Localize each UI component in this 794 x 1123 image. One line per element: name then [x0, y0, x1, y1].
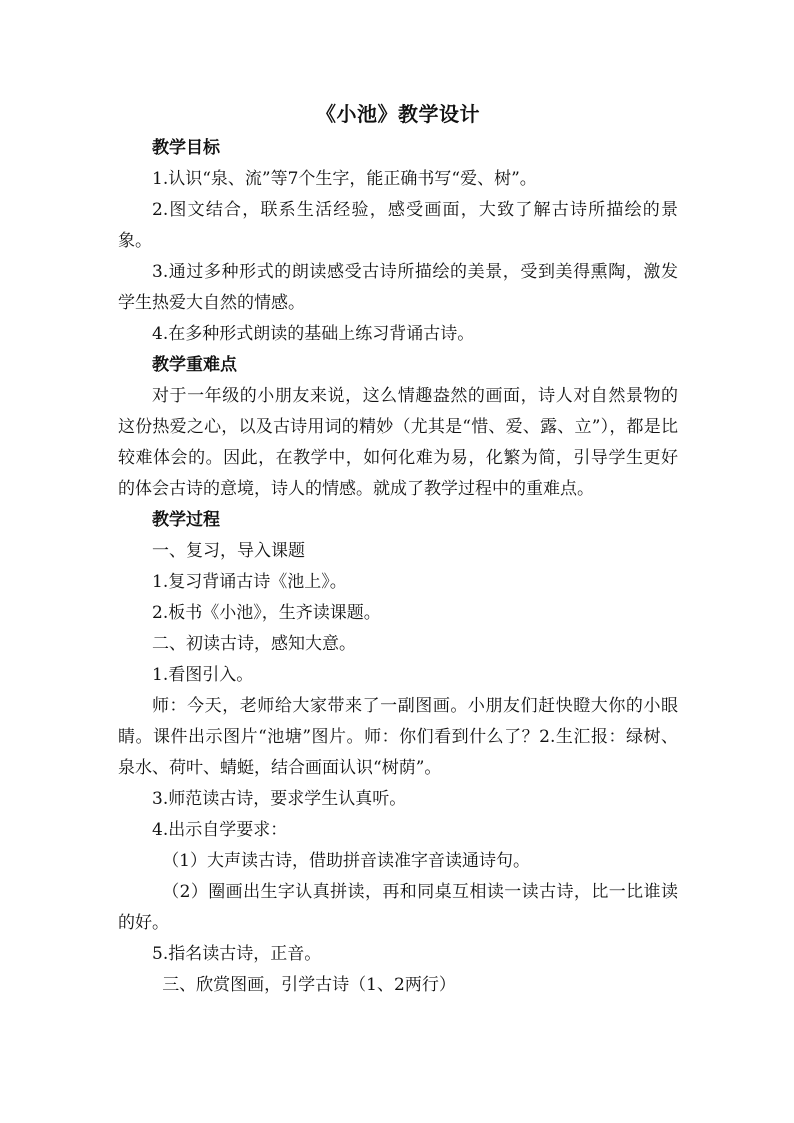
- teaching-process-heading: 教学过程: [152, 510, 220, 530]
- process-item: 三、欣赏图画，引学古诗（1、2两行）: [162, 975, 456, 995]
- goal-item: 2.图文结合，联系生活经验，感受画面，大致了解古诗所描绘的景象。: [118, 200, 678, 251]
- process-item: 一、复习，导入课题: [152, 541, 305, 561]
- process-item: 师：今天，老师给大家带来了一副图画。小朋友们赶快瞪大你的小眼睛。课件出示图片“池塘”图片。师：你们看到什么了？2.生汇报：绿树、泉水、荷叶、蜻蜓，结合画面认识“树荫”。: [118, 696, 678, 778]
- teaching-difficulties-text: 对于一年级的小朋友来说，这么情趣盎然的画面，诗人对自然景物的这份热爱之心，以及古诗用词的精妙（尤其是“惜、爱、露、立”），都是比较难体会的。因此，在教学中，如何化难为易，化繁为简，引导学生更好的体会古诗的意境，诗人的情感。就成了教学过程中的重难点。: [118, 386, 678, 499]
- process-item: 1.看图引入。: [152, 665, 254, 685]
- process-item: 1.复习背诵古诗《池上》。: [152, 572, 347, 592]
- document-title: 《小池》教学设计: [316, 102, 480, 126]
- process-item: 3.师范读古诗，要求学生认真听。: [152, 789, 407, 809]
- teaching-difficulties-heading: 教学重难点: [152, 355, 237, 375]
- goal-item: 1.认识“泉、流”等7个生字，能正确书写“爱、树”。: [152, 169, 537, 189]
- process-item: 2.板书《小池》，生齐读课题。: [152, 603, 381, 623]
- process-item: （2）圈画出生字认真拼读，再和同桌互相读一读古诗，比一比谁读的好。: [118, 882, 678, 933]
- process-item: 5.指名读古诗，正音。: [152, 944, 322, 964]
- process-item: （1）大声读古诗，借助拼音读准字音读通诗句。: [162, 851, 531, 871]
- goal-item: 4.在多种形式朗读的基础上练习背诵古诗。: [152, 324, 475, 344]
- goal-item: 3.通过多种形式的朗读感受古诗所描绘的美景，受到美得熏陶，激发学生热爱大自然的情感。: [118, 262, 678, 313]
- document-content: [118, 99, 678, 1001]
- process-item: 4.出示自学要求：: [152, 820, 288, 840]
- process-item: 二、初读古诗，感知大意。: [152, 634, 356, 654]
- teaching-goals-heading: 教学目标: [152, 138, 220, 158]
